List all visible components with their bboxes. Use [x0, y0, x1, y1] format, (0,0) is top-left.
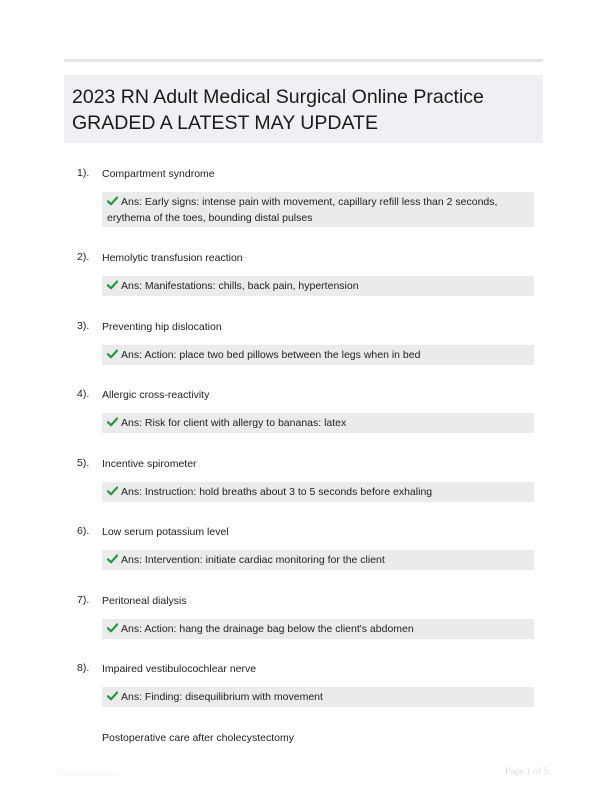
- question-number: 8).: [77, 662, 90, 674]
- question-text: Allergic cross-reactivity: [102, 389, 210, 401]
- question-text: Low serum potassium level: [102, 526, 229, 538]
- question-number: 3).: [77, 320, 90, 332]
- answer-box: [102, 276, 534, 296]
- answer-box: [102, 345, 534, 365]
- answer-text: Ans: Action: place two bed pillows between the legs when in bed: [121, 349, 421, 361]
- check-icon: [107, 623, 118, 633]
- question-number: 2).: [77, 251, 90, 263]
- answer-box: [102, 413, 534, 433]
- answer-text: Ans: Instruction: hold breaths about 3 to 5 seconds before exhaling: [121, 486, 433, 498]
- check-icon: [107, 486, 118, 496]
- page-number: Page 1 of 5: [504, 767, 548, 777]
- question-number: 5).: [77, 457, 90, 469]
- answer-box: [102, 482, 534, 502]
- answer-text: erythema of the toes, bounding distal pulses: [107, 212, 313, 224]
- question-number: 4).: [77, 388, 90, 400]
- answer-text: Ans: Risk for client with allergy to bananas: latex: [121, 417, 347, 429]
- answer-text: Ans: Intervention: initiate cardiac monitoring for the client: [121, 554, 385, 566]
- question-number: 6).: [77, 525, 90, 537]
- question-text: Postoperative care after cholecystectomy: [102, 732, 295, 744]
- answer-text: Ans: Manifestations: chills, back pain, hypertension: [121, 280, 359, 292]
- question-text: Incentive spirometer: [102, 458, 197, 470]
- check-icon: [107, 196, 118, 206]
- answer-box: [102, 619, 534, 639]
- check-icon: [107, 691, 118, 701]
- answer-box: [102, 192, 534, 227]
- answer-text: Ans: Finding: disequilibrium with movement: [121, 691, 323, 703]
- answer-box: [102, 550, 534, 570]
- document-title-box: [64, 75, 543, 143]
- question-text: Impaired vestibulocochlear nerve: [102, 663, 257, 675]
- question-text: Compartment syndrome: [102, 168, 215, 180]
- question-number: 1).: [77, 167, 90, 179]
- check-icon: [107, 554, 118, 564]
- top-divider: [64, 59, 543, 62]
- question-number: 7).: [77, 594, 90, 606]
- check-icon: [107, 280, 118, 290]
- page-title-line-2: GRADED A LATEST MAY UPDATE: [72, 112, 378, 134]
- check-icon: [107, 349, 118, 359]
- question-text: Hemolytic transfusion reaction: [102, 252, 243, 264]
- footer-watermark: Papersibc.com: [57, 768, 114, 778]
- answer-box: [102, 687, 534, 707]
- answer-text: Ans: Action: hang the drainage bag below the client's abdomen: [121, 623, 414, 635]
- page-title-line-1: 2023 RN Adult Medical Surgical Online Practice: [72, 86, 484, 108]
- question-text: Preventing hip dislocation: [102, 321, 222, 333]
- answer-text: Ans: Early signs: intense pain with movement, capillary refill less than 2 seconds,: [121, 196, 498, 208]
- check-icon: [107, 417, 118, 427]
- question-text: Peritoneal dialysis: [102, 595, 187, 607]
